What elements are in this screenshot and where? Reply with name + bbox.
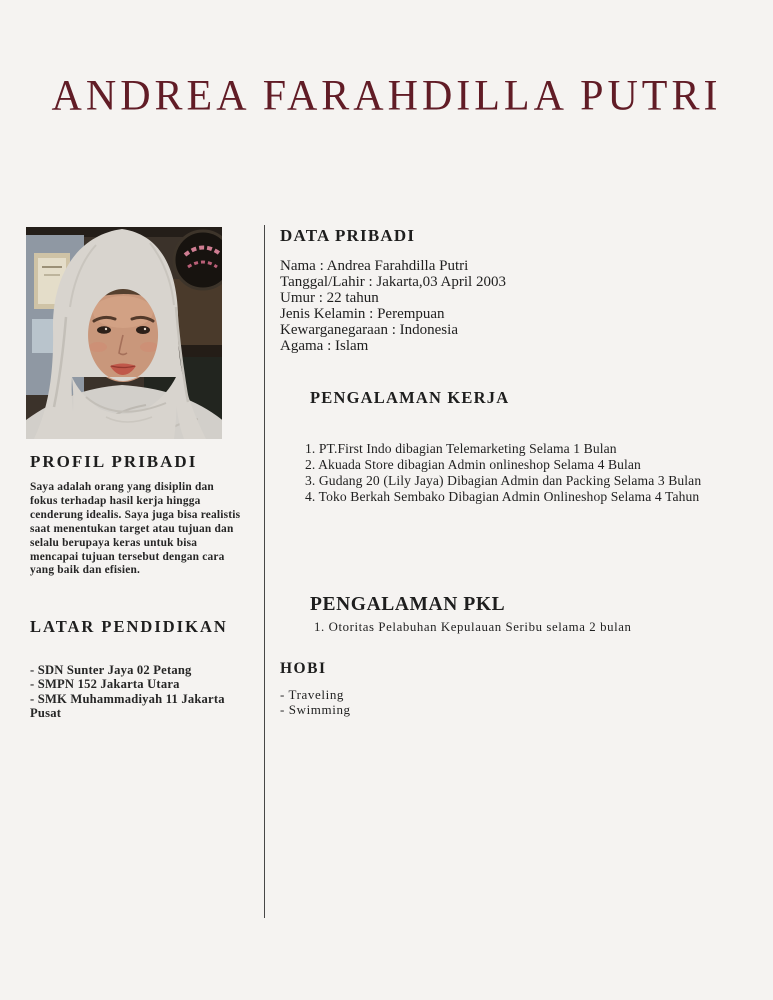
data-pribadi-heading: DATA PRIBADI (280, 226, 416, 245)
profile-photo (26, 227, 222, 439)
personal-data-line-agama: Agama : Islam (280, 337, 369, 354)
page-title: ANDREA FARAHDILLA PUTRI (51, 72, 722, 120)
section-profil-pribadi (30, 452, 242, 578)
portrait-illustration (26, 227, 222, 439)
education-item: - SDN Sunter Jaya 02 Petang (30, 663, 192, 677)
column-divider (264, 225, 265, 918)
education-list (30, 663, 235, 721)
internship-item: 1. Otoritas Pelabuhan Kepulauan Seribu selama 2 bulan (314, 620, 632, 634)
education-item: - SMK Muhammadiyah 11 Jakarta Pusat (30, 691, 225, 721)
work-experience-item: 2. Akuada Store dibagian Admin onlineshop Selama 4 Bulan (305, 457, 641, 472)
personal-data-line-jenis-kelamin: Jenis Kelamin : Perempuan (280, 305, 445, 322)
personal-data-line-tanggal-lahir: Tanggal/Lahir : Jakarta,03 April 2003 (280, 273, 506, 290)
hobi-heading: HOBI (280, 660, 327, 677)
personal-data-line-nama: Nama : Andrea Farahdilla Putri (280, 258, 469, 274)
hobby-list (280, 687, 480, 718)
work-experience-item: 4. Toko Berkah Sembako Dibagian Admin Onlineshop Selama 4 Tahun (305, 489, 700, 504)
hobby-item: - Swimming (280, 702, 351, 718)
profil-pribadi-body: Saya adalah orang yang disiplin dan fokus terhadap hasil kerja hingga cenderung idealis. Saya juga bisa realistis saat menentukan target atau tujuan dan selalu berupaya keras untuk bisa mencapai tujuan tersebut dengan cara yang baik dan efisien. (30, 481, 241, 577)
personal-data-line-umur: Umur : 22 tahun (280, 289, 379, 306)
work-experience-item: 3. Gudang 20 (Lily Jaya) Dibagian Admin dan Packing Selama 3 Bulan (305, 473, 702, 488)
pengalaman-kerja-heading: PENGALAMAN KERJA (310, 388, 510, 407)
section-latar-pendidikan (30, 617, 235, 721)
profil-pribadi-heading: PROFIL PRIBADI (30, 452, 198, 471)
section-hobi (280, 660, 480, 718)
education-item: - SMPN 152 Jakarta Utara (30, 677, 180, 692)
pengalaman-pkl-heading: PENGALAMAN PKL (310, 594, 506, 615)
work-experience-item: 1. PT.First Indo dibagian Telemarketing Selama 1 Bulan (305, 441, 617, 456)
personal-data-list (280, 259, 750, 354)
personal-data-line-kewarganegaraan: Kewarganegaraan : Indonesia (280, 321, 458, 338)
latar-pendidikan-heading: LATAR PENDIDIKAN (30, 617, 228, 636)
work-experience-list (305, 441, 753, 505)
section-data-pribadi (280, 226, 750, 354)
hobby-item: - Traveling (280, 687, 345, 702)
internship-list (314, 620, 744, 635)
